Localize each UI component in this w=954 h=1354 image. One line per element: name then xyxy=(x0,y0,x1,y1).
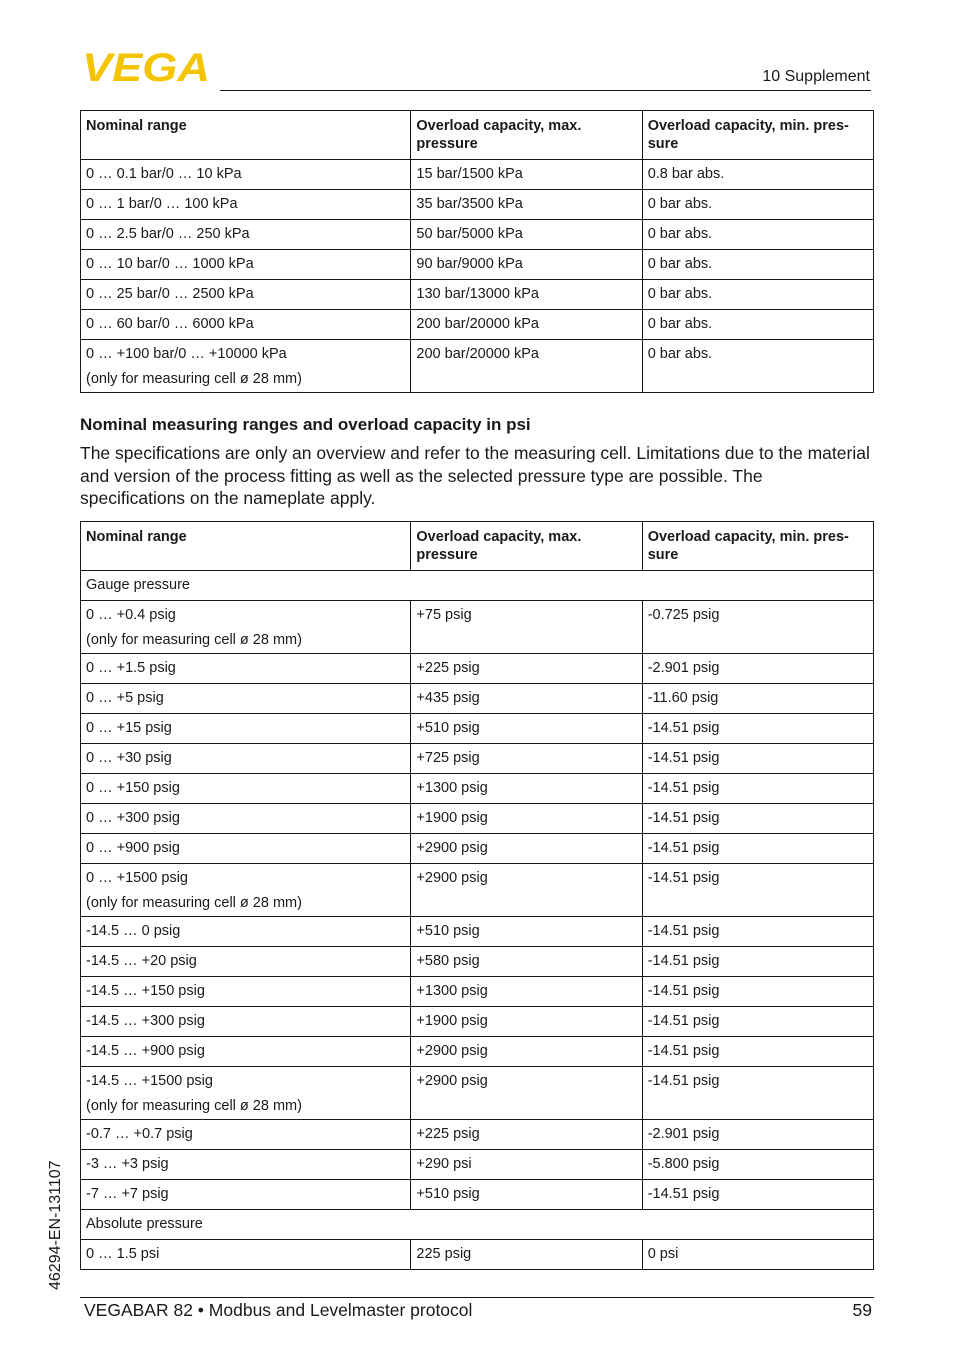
psi-ranges-table xyxy=(80,521,874,1270)
section-paragraph: The specifications are only an overview and refer to the measuring cell. Limitations due to the material and version of the process fitting as well as the selected pressure type are possible. The specifications on the nameplate apply. xyxy=(80,443,870,508)
cell-nominal-range xyxy=(81,864,411,917)
cell-nominal-range xyxy=(81,834,411,864)
cell-overload-max: 130 bar/13000 kPa xyxy=(411,280,642,310)
cell-nominal-range xyxy=(81,774,411,804)
range-text: 0 … +300 psig xyxy=(86,810,180,826)
cell-overload-min: -14.51 psig xyxy=(642,1067,873,1120)
cell-overload-max: 35 bar/3500 kPa xyxy=(411,190,642,220)
cell-overload-min: -14.51 psig xyxy=(642,864,873,917)
cell-overload-max: +435 psig xyxy=(411,684,642,714)
range-text: -3 … +3 psig xyxy=(86,1156,169,1172)
cell-overload-min: 0 bar abs. xyxy=(642,250,873,280)
range-text: 0 … +900 psig xyxy=(86,840,180,856)
table-row xyxy=(81,744,874,774)
cell-overload-min: -14.51 psig xyxy=(642,714,873,744)
range-text: -14.5 … +300 psig xyxy=(86,1013,205,1029)
group-label: Absolute pressure xyxy=(81,1210,874,1240)
table-row xyxy=(81,714,874,744)
table-row xyxy=(81,947,874,977)
range-text: 0 … +30 psig xyxy=(86,750,172,766)
cell-overload-max: 90 bar/9000 kPa xyxy=(411,250,642,280)
cell-nominal-range xyxy=(81,947,411,977)
range-note: (only for measuring cell ø 28 mm) xyxy=(86,632,302,648)
range-text: 0 … 1 bar/0 … 100 kPa xyxy=(86,196,238,212)
table-row xyxy=(81,601,874,654)
range-text: 0 … 10 bar/0 … 1000 kPa xyxy=(86,256,254,272)
cell-nominal-range xyxy=(81,160,411,190)
cell-overload-max: +510 psig xyxy=(411,917,642,947)
footer-rule xyxy=(80,1297,874,1298)
range-note: (only for measuring cell ø 28 mm) xyxy=(86,895,302,911)
table-header-row xyxy=(81,522,874,571)
cell-overload-max: +580 psig xyxy=(411,947,642,977)
cell-overload-max: +2900 psig xyxy=(411,834,642,864)
cell-nominal-range xyxy=(81,340,411,393)
table-row xyxy=(81,1120,874,1150)
section-heading: Nominal measuring ranges and overload capacity in psi xyxy=(80,415,531,434)
range-text: 0 … +1500 psig xyxy=(86,870,188,886)
table-header-row xyxy=(81,111,874,160)
table-row xyxy=(81,834,874,864)
cell-overload-max: +290 psi xyxy=(411,1150,642,1180)
header-overload-min: Overload capacity, min. pres-sure xyxy=(642,111,873,160)
cell-nominal-range xyxy=(81,1067,411,1120)
table-row xyxy=(81,280,874,310)
table-row xyxy=(81,917,874,947)
cell-overload-max: +225 psig xyxy=(411,1120,642,1150)
cell-overload-max: 200 bar/20000 kPa xyxy=(411,310,642,340)
cell-overload-max: +225 psig xyxy=(411,654,642,684)
section-label: 10 Supplement xyxy=(762,68,870,85)
range-text: 0 … +100 bar/0 … +10000 kPa xyxy=(86,346,287,362)
cell-overload-max: 15 bar/1500 kPa xyxy=(411,160,642,190)
cell-nominal-range xyxy=(81,654,411,684)
group-label: Gauge pressure xyxy=(81,571,874,601)
header-overload-max: Overload capacity, max. pressure xyxy=(411,111,642,160)
cell-overload-min: 0 bar abs. xyxy=(642,340,873,393)
cell-nominal-range xyxy=(81,1150,411,1180)
cell-overload-min: -5.800 psig xyxy=(642,1150,873,1180)
range-text: -7 … +7 psig xyxy=(86,1186,169,1202)
header-rule xyxy=(220,90,871,91)
cell-overload-min: 0.8 bar abs. xyxy=(642,160,873,190)
table-row xyxy=(81,220,874,250)
range-text: -14.5 … +900 psig xyxy=(86,1043,205,1059)
table-row xyxy=(81,1037,874,1067)
range-text: 0 … +5 psig xyxy=(86,690,164,706)
cell-overload-min: -11.60 psig xyxy=(642,684,873,714)
cell-overload-min: 0 bar abs. xyxy=(642,280,873,310)
table-row xyxy=(81,310,874,340)
table-row xyxy=(81,1240,874,1270)
table-row xyxy=(81,684,874,714)
table-row xyxy=(81,864,874,917)
cell-nominal-range xyxy=(81,714,411,744)
cell-overload-max: +75 psig xyxy=(411,601,642,654)
cell-overload-max: +2900 psig xyxy=(411,864,642,917)
group-row-absolute xyxy=(81,1210,874,1240)
cell-nominal-range xyxy=(81,1240,411,1270)
table-row xyxy=(81,1067,874,1120)
table-row xyxy=(81,1180,874,1210)
cell-overload-min: -14.51 psig xyxy=(642,834,873,864)
range-text: 0 … +0.4 psig xyxy=(86,607,176,623)
cell-overload-max: +510 psig xyxy=(411,714,642,744)
header-overload-max: Overload capacity, max. pressure xyxy=(411,522,642,571)
cell-overload-min: -2.901 psig xyxy=(642,1120,873,1150)
cell-overload-max: +1900 psig xyxy=(411,804,642,834)
table-row xyxy=(81,654,874,684)
page-number: 59 xyxy=(852,1300,872,1320)
range-text: 0 … +150 psig xyxy=(86,780,180,796)
table-row xyxy=(81,1007,874,1037)
range-text: -0.7 … +0.7 psig xyxy=(86,1126,193,1142)
range-text: 0 … 2.5 bar/0 … 250 kPa xyxy=(86,226,250,242)
cell-nominal-range xyxy=(81,977,411,1007)
cell-nominal-range xyxy=(81,1007,411,1037)
cell-overload-min: 0 bar abs. xyxy=(642,220,873,250)
bar-ranges-table xyxy=(80,110,874,393)
range-text: 0 … +1.5 psig xyxy=(86,660,176,676)
range-note: (only for measuring cell ø 28 mm) xyxy=(86,1098,302,1114)
cell-nominal-range xyxy=(81,601,411,654)
table-row xyxy=(81,340,874,393)
range-text: -14.5 … +1500 psig xyxy=(86,1073,213,1089)
range-text: -14.5 … 0 psig xyxy=(86,923,181,939)
header-nominal-range: Nominal range xyxy=(81,111,411,160)
cell-overload-min: 0 psi xyxy=(642,1240,873,1270)
cell-nominal-range xyxy=(81,684,411,714)
cell-overload-min: 0 bar abs. xyxy=(642,190,873,220)
cell-overload-max: +2900 psig xyxy=(411,1067,642,1120)
vega-logo xyxy=(82,50,212,84)
table-row xyxy=(81,190,874,220)
table-row xyxy=(81,1150,874,1180)
cell-nominal-range xyxy=(81,250,411,280)
cell-overload-max: +2900 psig xyxy=(411,1037,642,1067)
cell-nominal-range xyxy=(81,190,411,220)
cell-overload-min: 0 bar abs. xyxy=(642,310,873,340)
cell-overload-min: -14.51 psig xyxy=(642,1180,873,1210)
footer-title: VEGABAR 82 • Modbus and Levelmaster protocol xyxy=(84,1300,473,1320)
cell-overload-min: -14.51 psig xyxy=(642,744,873,774)
cell-nominal-range xyxy=(81,917,411,947)
range-text: 0 … 25 bar/0 … 2500 kPa xyxy=(86,286,254,302)
cell-overload-min: -0.725 psig xyxy=(642,601,873,654)
cell-overload-min: -14.51 psig xyxy=(642,774,873,804)
cell-overload-max: +1300 psig xyxy=(411,774,642,804)
cell-overload-min: -14.51 psig xyxy=(642,1007,873,1037)
cell-nominal-range xyxy=(81,744,411,774)
cell-overload-min: -14.51 psig xyxy=(642,1037,873,1067)
cell-overload-max: +510 psig xyxy=(411,1180,642,1210)
cell-overload-max: +1300 psig xyxy=(411,977,642,1007)
cell-overload-min: -14.51 psig xyxy=(642,947,873,977)
cell-overload-max: +725 psig xyxy=(411,744,642,774)
range-text: 0 … +15 psig xyxy=(86,720,172,736)
range-text: 0 … 0.1 bar/0 … 10 kPa xyxy=(86,166,242,182)
cell-nominal-range xyxy=(81,804,411,834)
cell-overload-min: -14.51 psig xyxy=(642,977,873,1007)
cell-nominal-range xyxy=(81,220,411,250)
document-id: 46294-EN-131107 xyxy=(47,1160,64,1290)
table-row xyxy=(81,774,874,804)
cell-nominal-range xyxy=(81,1037,411,1067)
range-text: 0 … 60 bar/0 … 6000 kPa xyxy=(86,316,254,332)
range-note: (only for measuring cell ø 28 mm) xyxy=(86,371,302,387)
cell-overload-max: 200 bar/20000 kPa xyxy=(411,340,642,393)
header-nominal-range: Nominal range xyxy=(81,522,411,571)
cell-overload-min: -14.51 psig xyxy=(642,804,873,834)
cell-nominal-range xyxy=(81,1120,411,1150)
cell-overload-max: 50 bar/5000 kPa xyxy=(411,220,642,250)
cell-overload-max: +1900 psig xyxy=(411,1007,642,1037)
range-text: -14.5 … +150 psig xyxy=(86,983,205,999)
cell-overload-max: 225 psig xyxy=(411,1240,642,1270)
table-row xyxy=(81,804,874,834)
table-row xyxy=(81,977,874,1007)
cell-overload-min: -2.901 psig xyxy=(642,654,873,684)
range-text: -14.5 … +20 psig xyxy=(86,953,197,969)
table-row xyxy=(81,160,874,190)
range-text: 0 … 1.5 psi xyxy=(86,1246,160,1262)
cell-nominal-range xyxy=(81,280,411,310)
cell-nominal-range xyxy=(81,310,411,340)
logo-text: VEGA xyxy=(82,50,210,84)
table-row xyxy=(81,250,874,280)
cell-overload-min: -14.51 psig xyxy=(642,917,873,947)
header-overload-min: Overload capacity, min. pres-sure xyxy=(642,522,873,571)
group-row-gauge xyxy=(81,571,874,601)
cell-nominal-range xyxy=(81,1180,411,1210)
